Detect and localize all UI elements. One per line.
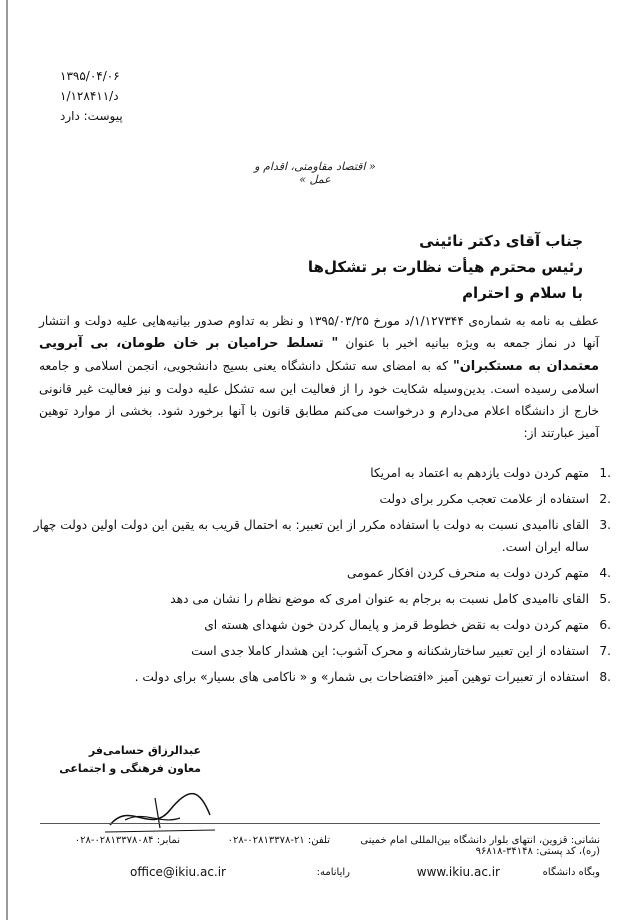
letter-meta: [60, 66, 190, 126]
greeting: با سلام و احترام: [462, 284, 583, 302]
recipient-title: رئیس محترم هیأت نظارت بر تشکل‌ها: [307, 258, 583, 276]
footer-phone: تلفن: ۲۱-۰۲۸۱۳۳۷۸-۰۲۸: [227, 835, 330, 846]
footer-divider: [40, 823, 600, 824]
letter-attachment: پیوست: دارد: [60, 109, 123, 123]
signer-title: معاون فرهنگی و اجتماعی: [59, 762, 201, 775]
letter-date: ۱۳۹۵/۰۴/۰۶: [60, 69, 120, 83]
footer-website[interactable]: www.ikiu.ac.ir: [416, 865, 500, 879]
footer-fax: نمابر: ۰۲۸۱۳۳۷۸۰۸۴-۰۲۸: [74, 835, 180, 846]
complaint-list: [31, 462, 611, 692]
letter-body: [39, 310, 599, 444]
letter-footer: [40, 835, 600, 905]
letter-number: د/۱/۱۲۸۴۱۱: [60, 89, 119, 103]
list-item: .4 متهم کردن دولت به منحرف کردن افکار عمومی: [346, 566, 611, 580]
page-left-border: [6, 0, 8, 920]
body-part-1: عطف به نامه به شماره‌ی ۱/۱۲۷۳۴۴/د مورخ ۱۳۹۵/۰۳/۲۵ و نظر به تداوم صدور بیانیه‌هایی علیه دولت و انتشار آنها در نماز جمعه به ویژه بیانیه اخیر با عنوان: [39, 314, 599, 350]
signer-block: [21, 742, 201, 778]
slogan: « اقتصاد مقاومتی، اقدام و عمل »: [254, 160, 376, 186]
list-item: .7 استفاده از این تعبیر ساختارشکنانه و محرک آشوب: این هشدار کاملا جدی است: [191, 644, 611, 658]
list-item: .2 استفاده از علامت تعجب مکرر برای دولت: [379, 492, 611, 506]
list-item: .6 متهم کردن دولت به نقض خطوط قرمز و پایمال کردن خون شهدای هسته ای: [204, 618, 611, 632]
recipient-name: جناب آقای دکتر نائینی: [419, 232, 583, 250]
body-part-2: که به امضای سه تشکل دانشگاه یعنی بسیج دانشجویی، انجمن اسلامی و جامعه اسلامی رسیده است. بدین‌وسیله شکایت خود را از فعالیت این سه تشکل علیه دولت و نیز فعالیت غیر قانونی خارج از دانشگاه اعلام می‌دارم و درخواست می‌کنم مطابق قانون با آنها برخورد شود. بخشی از موارد توهین آمیز عبارتند از:: [39, 359, 599, 440]
footer-email-label: رایانامه:: [316, 867, 350, 878]
footer-website-label: وبگاه دانشگاه: [542, 867, 600, 878]
signer-name: عبدالرزاق حسامی‌فر: [88, 744, 201, 757]
list-item: .3 القای ناامیدی نسبت به دولت با استفاده مکرر از این تعبیر: به احتمال قریب به یقین این دولت اولین دولت چهار ساله ایران است.: [33, 518, 611, 554]
list-item: .1 متهم کردن دولت یازدهم به اعتماد به امریکا: [370, 466, 611, 480]
statement-title: " تسلط حرامیان بر خان طومان، بی آبرویی معتمدان به مستکبران": [39, 336, 600, 374]
list-item: .5 القای ناامیدی کامل نسبت به برجام به عنوان امری که موضع نظام را نشان می دهد: [170, 592, 611, 606]
signature-image: [100, 780, 220, 840]
footer-email[interactable]: office@ikiu.ac.ir: [130, 865, 226, 879]
footer-address: نشانی: قزوین، انتهای بلوار دانشگاه بین‌المللی امام خمینی (ره)، کد پستی: ۳۴۱۴۸-۹۶۸۱۸: [360, 835, 600, 857]
list-item: .8 استفاده از تعبیرات توهین آمیز «افتضاحات بی شمار» و « ناکامی های بسیار» برای دولت .: [134, 670, 611, 684]
salutation: [63, 228, 583, 306]
